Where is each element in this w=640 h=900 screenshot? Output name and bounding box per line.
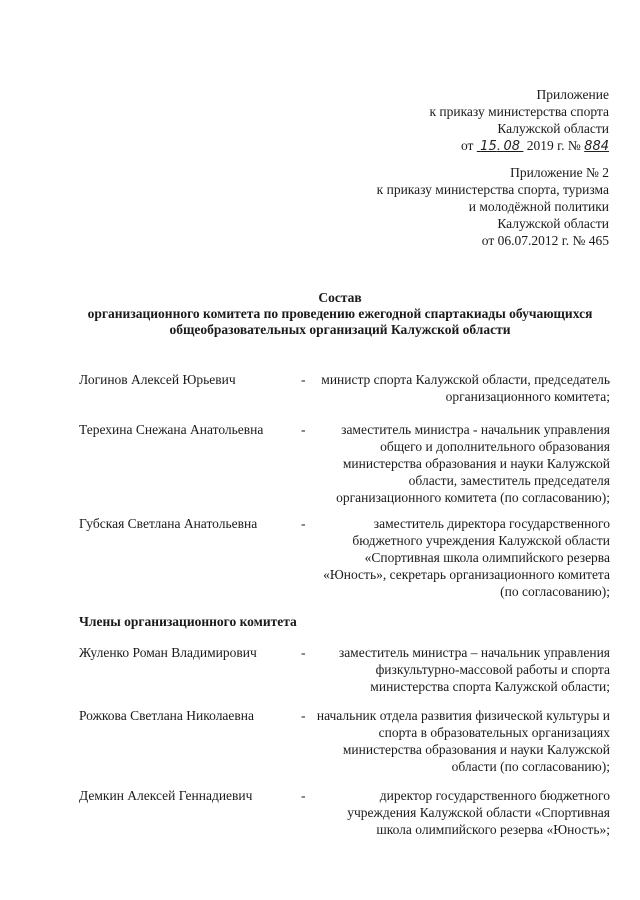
document-title bbox=[60, 290, 620, 338]
title-line1: Состав bbox=[318, 290, 362, 305]
date-prefix: от bbox=[460, 138, 474, 153]
member-role: министр спорта Калужской области, председатель организационного комитета; bbox=[321, 372, 610, 404]
member-role: директор государственного бюджетного учреждения Калужской области «Спортивная школа олимпийского резерва «Юность»; bbox=[347, 788, 610, 837]
appendix-2-line1: Приложение № 2 bbox=[510, 165, 609, 180]
member-role: начальник отдела развития физической культуры и спорта в образовательных организациях министерства образования и науки Калужской области (по согласованию); bbox=[316, 708, 610, 774]
member-name: Жуленко Роман Владимирович bbox=[79, 645, 257, 660]
appendix-2-line2: к приказу министерства спорта, туризма bbox=[376, 182, 609, 197]
member-dash: - bbox=[301, 422, 306, 437]
member-role: заместитель министра - начальник управления общего и дополнительного образования министерства образования и науки Калужской области, заместитель председателя организационного комитета (по согласованию); bbox=[336, 422, 610, 505]
member-name: Логинов Алексей Юрьевич bbox=[79, 372, 236, 387]
member-dash: - bbox=[301, 372, 306, 387]
appendix-2-line4: Калужской области bbox=[497, 216, 609, 231]
member-name: Терехина Снежана Анатольевна bbox=[79, 422, 264, 437]
member-dash: - bbox=[301, 516, 306, 531]
member-dash: - bbox=[301, 788, 306, 803]
title-line2: организационного комитета по проведению ежегодной спартакиады обучающихся bbox=[87, 306, 593, 321]
member-dash: - bbox=[301, 708, 306, 723]
member-role: заместитель министра – начальник управления физкультурно-массовой работы и спорта министерства спорта Калужской области; bbox=[338, 645, 610, 694]
date-day-handwritten: 15 bbox=[480, 139, 497, 154]
order-number-handwritten: 884 bbox=[584, 139, 609, 154]
date-year: 2019 г. № bbox=[526, 138, 581, 153]
appendix-1-line3: Калужской области bbox=[497, 121, 609, 136]
appendix-1-line2: к приказу министерства спорта bbox=[429, 104, 609, 119]
date-day-underlined: 15. 08 bbox=[480, 138, 521, 154]
appendix-2-line5: от 06.07.2012 г. № 465 bbox=[481, 233, 609, 248]
title-line3: общеобразовательных организаций Калужской области bbox=[169, 322, 511, 337]
member-name: Губская Светлана Анатольевна bbox=[79, 516, 258, 531]
appendix-2-header bbox=[377, 164, 609, 249]
appendix-1-header bbox=[429, 86, 609, 155]
members-heading: Члены организационного комитета bbox=[79, 614, 297, 629]
appendix-1-date-line bbox=[429, 137, 609, 155]
member-name: Демкин Алексей Геннадиевич bbox=[79, 788, 253, 803]
member-name: Рожкова Светлана Николаевна bbox=[79, 708, 255, 723]
appendix-2-line3: и молодёжной политики bbox=[468, 199, 609, 214]
member-dash: - bbox=[301, 645, 306, 660]
member-role: заместитель директора государственного бюджетного учреждения Калужской области «Спортивная школа олимпийского резерва «Юность», секретарь организационного комитета (по согласованию); bbox=[323, 516, 610, 599]
appendix-1-line1: Приложение bbox=[536, 87, 609, 102]
date-month-handwritten: 08 bbox=[503, 139, 521, 154]
